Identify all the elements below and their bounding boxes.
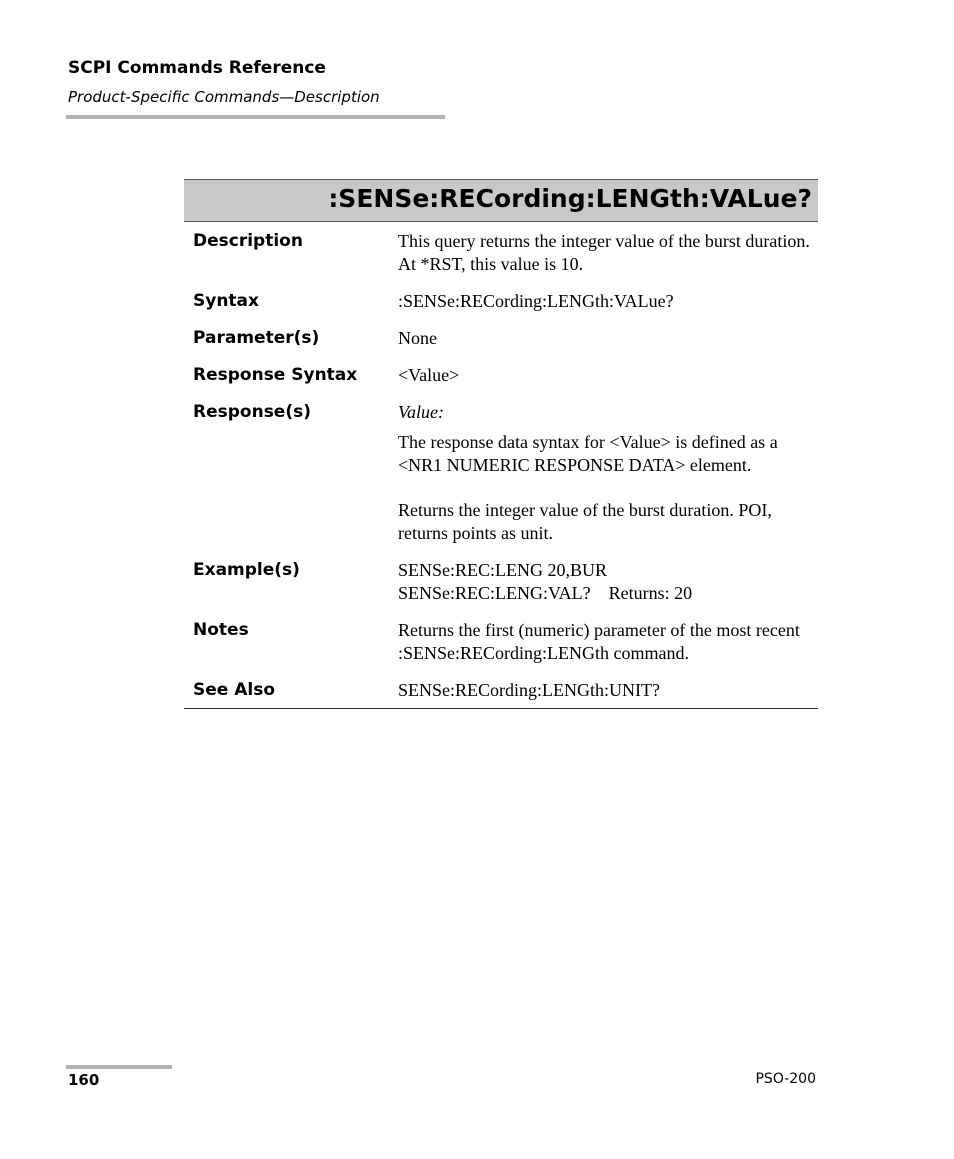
row-examples <box>184 551 818 611</box>
row-responses <box>184 393 818 551</box>
command-title: :SENSe:RECording:LENGth:VALue? <box>328 184 812 213</box>
row-description <box>184 222 818 282</box>
row-response-syntax <box>184 356 818 393</box>
row-value <box>398 559 818 605</box>
running-header-title: SCPI Commands Reference <box>68 58 326 78</box>
command-details-table <box>184 222 818 709</box>
response-format-text: The response data syntax for <Value> is defined as a <NR1 NUMERIC RESPONSE DATA> element. <box>398 432 778 475</box>
row-label: Notes <box>193 620 249 640</box>
row-label: Parameter(s) <box>193 328 320 348</box>
running-header-subtitle: Product-Specific Commands—Description <box>68 88 380 106</box>
row-notes <box>184 611 818 671</box>
row-label: Response(s) <box>193 402 311 422</box>
footer-rule <box>66 1065 172 1069</box>
description-reset-text: At *RST, this value is 10. <box>398 254 584 274</box>
row-value: None <box>398 328 437 348</box>
example-line: SENSe:REC:LENG 20,BUR <box>398 560 608 580</box>
page-number: 160 <box>68 1071 100 1089</box>
row-value: <Value> <box>398 365 460 385</box>
product-name: PSO-200 <box>755 1071 816 1087</box>
header-rule <box>66 115 445 119</box>
row-value: :SENSe:RECording:LENGth:VALue? <box>398 291 674 311</box>
example-line: SENSe:REC:LENG:VAL? Returns: 20 <box>398 583 693 603</box>
row-label: Description <box>193 231 303 251</box>
row-value <box>398 230 818 276</box>
description-text: This query returns the integer value of the burst duration. <box>398 231 810 251</box>
row-parameters <box>184 319 818 356</box>
row-value <box>398 401 818 545</box>
row-syntax <box>184 282 818 319</box>
response-parameter-name: Value: <box>398 402 444 422</box>
row-label: Syntax <box>193 291 259 311</box>
row-label: See Also <box>193 680 276 700</box>
row-label: Response Syntax <box>193 365 358 385</box>
row-value: Returns the first (numeric) parameter of the most recent :SENSe:RECording:LENGth command. <box>398 620 800 663</box>
row-see-also <box>184 671 818 708</box>
row-value: SENSe:RECording:LENGth:UNIT? <box>398 680 660 700</box>
row-label: Example(s) <box>193 560 300 580</box>
command-title-bar <box>184 179 818 222</box>
response-meaning-text: Returns the integer value of the burst duration. POI, returns points as unit. <box>398 500 772 543</box>
